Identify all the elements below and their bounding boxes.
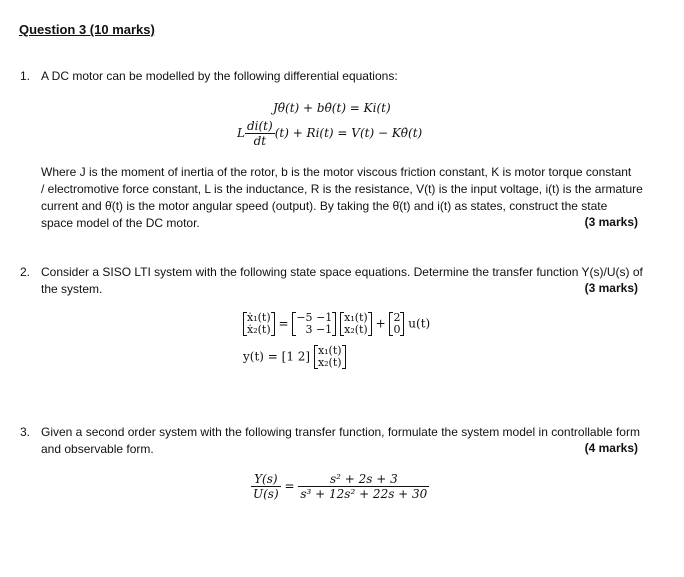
q1-paragraph [41, 164, 641, 232]
q1-eq2-frac-den: dt [253, 134, 267, 148]
q1-intro: A DC motor can be modelled by the following differential equations: [41, 69, 398, 83]
q2-x2: x₂(t) [344, 323, 368, 336]
q2-output-x1: x₁(t) [317, 344, 342, 357]
q1-eq2-frac-num: di(t) [246, 119, 273, 133]
q2-output-equation [243, 345, 346, 369]
q3-paragraph-line-1: Given a second order system with the following transfer function, formulate the system model in controllable form [41, 425, 640, 439]
q3-paragraph-line-2: and observable form. [41, 442, 154, 456]
q2-output-x-vector [314, 345, 346, 369]
q2-output-lhs: y(t) = [1 2] [243, 349, 311, 364]
q1-equation-2 [237, 119, 422, 148]
q2-paragraph-line-2: the system. [41, 282, 103, 296]
q2-marks: (3 marks) [584, 281, 638, 295]
q2-a21: 3 [305, 323, 313, 336]
q2-x1: x₁(t) [344, 311, 368, 324]
q2-b2: 0 [393, 323, 401, 336]
q3-transfer-function [251, 472, 429, 501]
q2-equals: = [278, 316, 289, 331]
q2-b-vector [389, 312, 404, 336]
q1-marks: (3 marks) [584, 215, 638, 229]
q2-number: 2. [20, 265, 31, 279]
q1-eq2-rest: (t) + Ri(t) = V(t) − Kθ̇(t) [274, 126, 423, 140]
q2-b1: 2 [393, 311, 401, 324]
q1-eq2-lhs: L [237, 126, 245, 140]
q2-xdot-vector [243, 312, 275, 336]
q1-eq2-fraction [245, 119, 275, 148]
q1-paragraph-line-4: space model of the DC motor. [41, 216, 200, 230]
q2-xdot2: ẋ₂(t) [247, 323, 271, 336]
q3-tf-lhs [251, 472, 281, 501]
q3-marks: (4 marks) [584, 441, 638, 455]
q3-tf-equals: = [284, 479, 295, 493]
q2-a11: −5 [296, 311, 313, 324]
q2-state-equation [243, 312, 430, 336]
q3-tf-rhs [298, 472, 429, 501]
q3-paragraph [41, 424, 640, 458]
q2-plus: + [375, 316, 386, 331]
q1-paragraph-line-2: / electromotive force constant, L is the inductance, R is the resistance, V(t) is the input voltage, i(t) is the armature [41, 182, 643, 196]
q1-number: 1. [20, 69, 31, 83]
q2-xdot1: ẋ₁(t) [247, 311, 271, 324]
q3-number: 3. [20, 425, 31, 439]
q2-paragraph-line-1: Consider a SISO LTI system with the following state space equations. Determine the transfer function Y(s)/U(s) of [41, 265, 643, 279]
page-title: Question 3 (10 marks) [19, 22, 155, 37]
q3-tf-numerator: s² + 2s + 3 [298, 472, 429, 487]
q2-paragraph [41, 264, 643, 298]
q3-tf-lhs-den: U(s) [253, 487, 279, 501]
q2-a-row-2 [296, 324, 332, 336]
q2-output-x2: x₂(t) [317, 356, 342, 369]
q2-input: u(t) [408, 316, 431, 331]
q1-paragraph-line-1: Where J is the moment of inertia of the rotor, b is the motor viscous friction constant, K is motor torque constant [41, 165, 632, 179]
q2-x-vector [340, 312, 372, 336]
q2-a12: −1 [316, 311, 333, 324]
q1-paragraph-line-3: current and θ̇(t) is the motor angular speed (output). By taking the θ̇(t) and i(t) as states, construct the state [41, 199, 608, 213]
q2-a22: −1 [315, 323, 333, 336]
q3-tf-lhs-num: Y(s) [251, 472, 281, 487]
q2-a-matrix [292, 312, 336, 336]
q1-equation-1: Jθ̈(t) + bθ̇(t) = Ki(t) [273, 101, 391, 115]
q3-tf-denominator: s³ + 12s² + 22s + 30 [300, 487, 428, 501]
